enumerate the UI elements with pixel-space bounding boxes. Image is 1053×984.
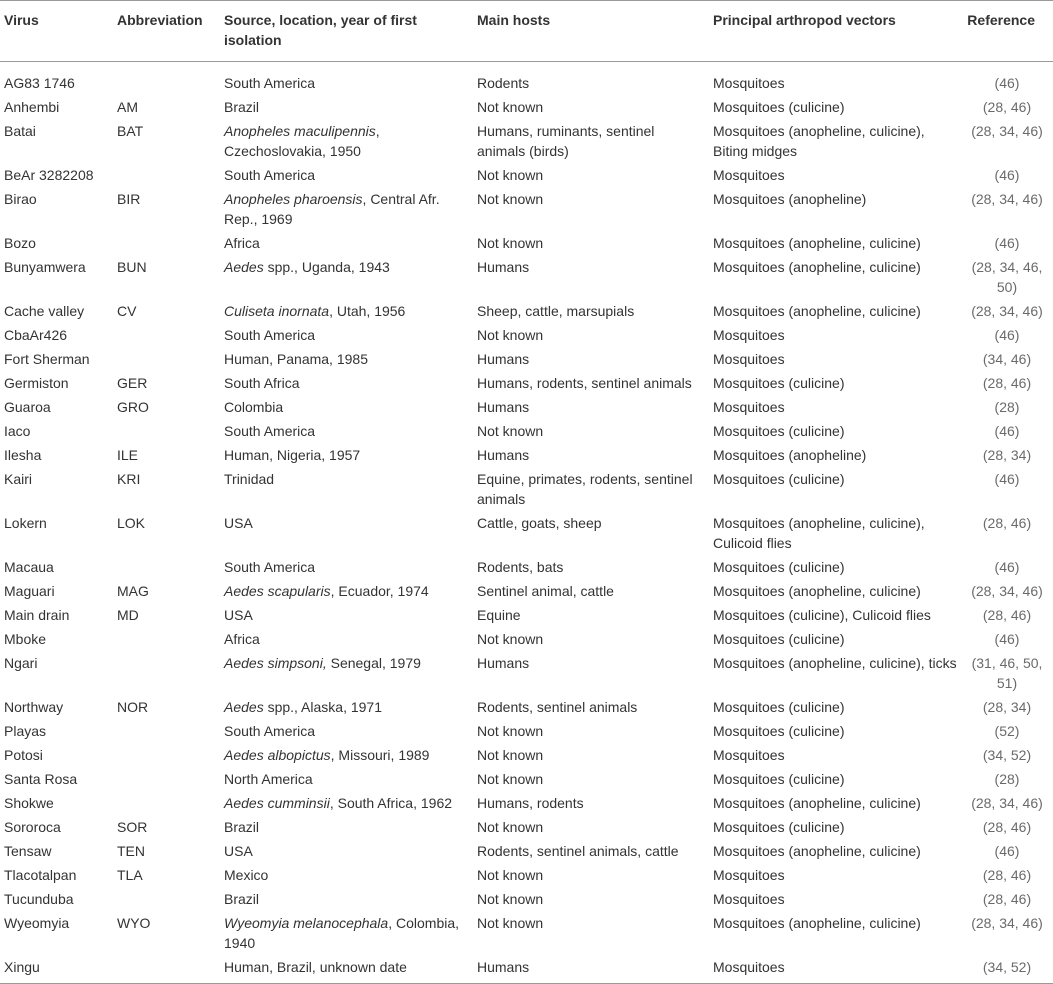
table-row (0, 627, 1053, 651)
cell-reference: (46) (994, 631, 1020, 647)
cell-virus: Ngari (4, 655, 38, 671)
source-text: , Utah, 1956 (329, 303, 406, 319)
source-text: , Czechoslovakia, 1950 (224, 123, 380, 159)
header-abbreviation: Abbreviation (113, 1, 220, 62)
cell-reference: (34, 52) (961, 955, 1053, 984)
source-text: Colombia (224, 399, 284, 415)
cell-reference: (46) (994, 559, 1020, 575)
cell-virus: Cache valley (4, 303, 85, 319)
cell-vectors: Mosquitoes (713, 351, 785, 367)
cell-reference: (52) (994, 723, 1020, 739)
table-row (0, 395, 1053, 419)
cell-source (220, 955, 473, 984)
cell-reference: (28) (994, 399, 1020, 415)
cell-virus: Xingu (0, 955, 113, 984)
cell-hosts: Equine (477, 607, 521, 623)
cell-abbreviation: GER (117, 375, 148, 391)
cell-vectors: Mosquitoes (anopheline, culicine) (713, 843, 921, 859)
cell-hosts: Not known (477, 771, 544, 787)
cell-reference: (46) (994, 235, 1020, 251)
cell-reference: (28, 46) (982, 891, 1032, 907)
source-text: , South Africa, 1962 (329, 795, 453, 811)
table-row (0, 187, 1053, 231)
cell-source (220, 579, 473, 603)
table-row (0, 767, 1053, 791)
cell-hosts: Rodents (477, 75, 530, 91)
cell-reference: (28, 34, 46) (971, 191, 1043, 207)
cell-vectors: Mosquitoes (anopheline, culicine) (713, 583, 921, 599)
cell-source (220, 419, 473, 443)
source-text: South America (224, 327, 316, 343)
source-text: , Missouri, 1989 (330, 747, 430, 763)
cell-vectors: Mosquitoes (anopheline, culicine), ticks (713, 655, 957, 671)
cell-virus: Lokern (4, 515, 47, 531)
cell-hosts: Humans (477, 259, 530, 275)
source-text: South America (224, 167, 316, 183)
cell-source (220, 815, 473, 839)
table-row (0, 815, 1053, 839)
cell-hosts: Not known (477, 891, 544, 907)
table-row (0, 887, 1053, 911)
table-body (0, 62, 1053, 984)
cell-vectors: Mosquitoes (culicine) (713, 723, 845, 739)
table-row (0, 467, 1053, 511)
cell-vectors: Mosquitoes (culicine) (713, 99, 845, 115)
cell-virus: Tucunduba (4, 891, 74, 907)
cell-hosts: Not known (477, 723, 544, 739)
table-row (0, 95, 1053, 119)
cell-hosts: Equine, primates, rodents, sentinel animals (477, 471, 693, 507)
header-hosts: Main hosts (473, 1, 709, 62)
table-row (0, 651, 1053, 695)
source-text: North America (224, 771, 313, 787)
cell-abbreviation: MAG (117, 583, 149, 599)
source-text: Brazil (224, 819, 260, 835)
cell-vectors: Mosquitoes (709, 955, 961, 984)
cell-vectors: Mosquitoes (culicine) (713, 375, 845, 391)
source-species: Aedes (224, 699, 264, 715)
cell-vectors: Mosquitoes (anopheline, culicine) (713, 235, 921, 251)
cell-abbreviation: WYO (117, 915, 151, 931)
table-row (0, 255, 1053, 299)
source-text: Brazil (224, 99, 260, 115)
cell-hosts: Humans (473, 955, 709, 984)
cell-abbreviation (113, 651, 220, 695)
table-row (0, 955, 1053, 984)
cell-virus: Bunyamwera (4, 259, 86, 275)
cell-abbreviation: TLA (117, 867, 143, 883)
source-text: spp., Alaska, 1971 (263, 699, 383, 715)
cell-vectors: Mosquitoes (culicine) (713, 559, 845, 575)
cell-reference: (28, 46) (982, 375, 1032, 391)
cell-abbreviation (113, 419, 220, 443)
cell-reference: (28, 46) (982, 607, 1032, 623)
cell-hosts: Cattle, goats, sheep (477, 515, 602, 531)
cell-reference: (28, 34, 46) (971, 123, 1043, 139)
cell-source (220, 887, 473, 911)
cell-vectors: Mosquitoes (713, 891, 785, 907)
header-virus: Virus (0, 1, 113, 62)
cell-hosts: Not known (477, 819, 544, 835)
source-text: spp., Uganda, 1943 (263, 259, 390, 275)
source-species: Anopheles pharoensis (224, 191, 363, 207)
cell-virus: Maguari (4, 583, 55, 599)
cell-virus: Mboke (4, 631, 47, 647)
cell-source (220, 555, 473, 579)
cell-source (220, 719, 473, 743)
cell-virus: Sororoca (4, 819, 61, 835)
cell-reference: (28, 34, 46) (971, 583, 1043, 599)
cell-reference: (34, 46) (982, 351, 1032, 367)
cell-vectors: Mosquitoes (culicine) (713, 471, 845, 487)
cell-vectors: Mosquitoes (culicine) (713, 819, 845, 835)
header-vectors: Principal arthropod vectors (709, 1, 961, 62)
source-text: Africa (224, 235, 260, 251)
cell-source (220, 743, 473, 767)
cell-source (220, 791, 473, 815)
cell-virus: Macaua (4, 559, 54, 575)
cell-vectors: Mosquitoes (anopheline) (713, 191, 867, 207)
cell-abbreviation (113, 719, 220, 743)
cell-abbreviation (113, 955, 220, 984)
cell-virus: Bozo (4, 235, 36, 251)
cell-source (220, 255, 473, 299)
cell-hosts: Humans, rodents, sentinel animals (477, 375, 692, 391)
cell-virus: Tlacotalpan (4, 867, 77, 883)
cell-source (220, 839, 473, 863)
cell-source (220, 511, 473, 555)
source-text: South America (224, 75, 316, 91)
cell-vectors: Mosquitoes (anopheline, culicine) (713, 795, 921, 811)
cell-vectors: Mosquitoes (713, 75, 785, 91)
cell-virus: Wyeomyia (4, 915, 70, 931)
cell-hosts: Not known (477, 747, 544, 763)
source-text: Africa (224, 631, 260, 647)
cell-hosts: Rodents, sentinel animals, cattle (477, 843, 679, 859)
cell-virus: Santa Rosa (4, 771, 78, 787)
source-species: Anopheles maculipennis (224, 123, 376, 139)
cell-abbreviation (113, 347, 220, 371)
cell-virus: CbaAr426 (4, 327, 68, 343)
source-text: South America (224, 559, 316, 575)
cell-hosts: Humans (477, 399, 530, 415)
cell-abbreviation: LOK (117, 515, 146, 531)
cell-abbreviation: KRI (117, 471, 141, 487)
cell-vectors: Mosquitoes (anopheline, culicine), Biting midges (713, 123, 925, 159)
source-species: Culiseta inornata (224, 303, 330, 319)
cell-virus: Iaco (4, 423, 31, 439)
cell-hosts: Sheep, cattle, marsupials (477, 303, 635, 319)
cell-virus: Ilesha (4, 447, 42, 463)
cell-virus: Anhembi (4, 99, 60, 115)
source-text: Trinidad (224, 471, 275, 487)
cell-abbreviation (113, 743, 220, 767)
cell-hosts: Humans, ruminants, sentinel animals (birds) (477, 123, 655, 159)
cell-vectors: Mosquitoes (anopheline, culicine) (713, 259, 921, 275)
cell-hosts: Humans (477, 655, 530, 671)
cell-virus: Guaroa (4, 399, 51, 415)
cell-abbreviation (113, 231, 220, 255)
table-row (0, 719, 1053, 743)
table-header (0, 1, 1053, 62)
cell-reference: (34, 52) (982, 747, 1032, 763)
cell-virus: Main drain (4, 607, 70, 623)
table-row (0, 299, 1053, 323)
cell-reference: (28, 34) (982, 447, 1032, 463)
cell-source (220, 767, 473, 791)
cell-reference: (46) (994, 167, 1020, 183)
cell-hosts: Rodents, bats (477, 559, 564, 575)
cell-source (220, 95, 473, 119)
cell-reference: (28, 46) (982, 99, 1032, 115)
cell-virus: Fort Sherman (4, 351, 90, 367)
cell-abbreviation (113, 767, 220, 791)
cell-abbreviation (113, 323, 220, 347)
source-species: Aedes simpsoni, (224, 655, 327, 671)
source-text: USA (224, 515, 253, 531)
source-text: Human, Brazil, unknown date (224, 959, 407, 975)
cell-source (220, 347, 473, 371)
table-row (0, 62, 1053, 96)
cell-vectors: Mosquitoes (anopheline, culicine) (713, 915, 921, 931)
cell-virus: Batai (4, 123, 36, 139)
source-species: Aedes cumminsii (224, 795, 330, 811)
source-text: USA (224, 843, 253, 859)
cell-virus: BeAr 3282208 (4, 167, 94, 183)
cell-abbreviation: SOR (117, 819, 148, 835)
cell-abbreviation: TEN (117, 843, 145, 859)
cell-virus: Kairi (4, 471, 33, 487)
cell-reference: (46) (994, 843, 1020, 859)
source-text: Senegal, 1979 (326, 655, 421, 671)
cell-hosts: Not known (477, 423, 544, 439)
cell-source (220, 323, 473, 347)
cell-vectors: Mosquitoes (713, 167, 785, 183)
cell-source (220, 603, 473, 627)
source-text: Human, Panama, 1985 (224, 351, 368, 367)
cell-reference: (46) (994, 75, 1020, 91)
cell-virus: AG83 1746 (4, 75, 75, 91)
cell-abbreviation: NOR (117, 699, 149, 715)
cell-vectors: Mosquitoes (anopheline, culicine), Culicoid flies (713, 515, 925, 551)
cell-source (220, 863, 473, 887)
table-row (0, 863, 1053, 887)
cell-source (220, 299, 473, 323)
cell-vectors: Mosquitoes (anopheline, culicine) (713, 303, 921, 319)
table-row (0, 231, 1053, 255)
cell-abbreviation (113, 163, 220, 187)
cell-virus: Northway (4, 699, 64, 715)
cell-hosts: Not known (477, 235, 544, 251)
cell-abbreviation: AM (117, 99, 138, 115)
source-species: Aedes scapularis (224, 583, 331, 599)
cell-reference: (28, 46) (982, 867, 1032, 883)
cell-reference: (28, 46) (982, 819, 1032, 835)
cell-reference: (28, 34) (982, 699, 1032, 715)
cell-abbreviation (113, 627, 220, 651)
source-text: Human, Nigeria, 1957 (224, 447, 361, 463)
cell-abbreviation: ILE (117, 447, 139, 463)
table-row (0, 579, 1053, 603)
table-row (0, 555, 1053, 579)
cell-hosts: Not known (477, 99, 544, 115)
table-row (0, 443, 1053, 467)
cell-reference: (28, 34, 46) (971, 303, 1043, 319)
cell-hosts: Humans, rodents (477, 795, 584, 811)
cell-vectors: Mosquitoes (anopheline) (713, 447, 867, 463)
source-text: , Colombia, 1940 (224, 915, 460, 951)
cell-hosts: Humans (477, 351, 530, 367)
cell-vectors: Mosquitoes (713, 327, 785, 343)
table-row (0, 743, 1053, 767)
cell-hosts: Rodents, sentinel animals (477, 699, 638, 715)
source-species: Wyeomyia melanocephala (224, 915, 389, 931)
cell-source (220, 371, 473, 395)
table-row (0, 371, 1053, 395)
source-text: South America (224, 423, 316, 439)
source-text: Brazil (224, 891, 260, 907)
cell-virus: Birao (4, 191, 37, 207)
cell-source (220, 695, 473, 719)
cell-source (220, 231, 473, 255)
cell-reference: (46) (994, 471, 1020, 487)
source-text: South Africa (224, 375, 300, 391)
table-row (0, 839, 1053, 863)
cell-abbreviation: MD (117, 607, 139, 623)
cell-hosts: Not known (477, 915, 544, 931)
cell-virus: Shokwe (4, 795, 54, 811)
cell-reference: (28, 34, 46, 50) (971, 259, 1043, 295)
cell-virus: Playas (4, 723, 47, 739)
header-source: Source, location, year of first isolation (220, 1, 473, 62)
cell-abbreviation: CV (117, 303, 137, 319)
cell-reference: (28, 34, 46) (971, 795, 1043, 811)
cell-abbreviation (113, 62, 220, 96)
cell-abbreviation: BUN (117, 259, 147, 275)
table-row (0, 119, 1053, 163)
cell-vectors: Mosquitoes (713, 747, 785, 763)
cell-vectors: Mosquitoes (culicine) (713, 699, 845, 715)
cell-vectors: Mosquitoes (culicine) (713, 631, 845, 647)
source-text: USA (224, 607, 253, 623)
cell-hosts: Not known (477, 867, 544, 883)
cell-hosts: Not known (477, 167, 544, 183)
source-species: Aedes (224, 259, 264, 275)
cell-source (220, 119, 473, 163)
cell-hosts: Not known (477, 191, 544, 207)
cell-virus: Tensaw (4, 843, 52, 859)
cell-abbreviation: BAT (117, 123, 144, 139)
cell-source (220, 651, 473, 695)
source-text: , Ecuador, 1974 (330, 583, 429, 599)
cell-source (220, 62, 473, 96)
cell-reference: (28, 46) (982, 515, 1032, 531)
cell-abbreviation (113, 555, 220, 579)
cell-hosts: Sentinel animal, cattle (477, 583, 614, 599)
cell-vectors: Mosquitoes (713, 399, 785, 415)
cell-source (220, 395, 473, 419)
cell-source (220, 627, 473, 651)
cell-abbreviation (113, 887, 220, 911)
table-row (0, 791, 1053, 815)
table-row (0, 511, 1053, 555)
cell-vectors: Mosquitoes (culicine) (713, 423, 845, 439)
cell-virus: Germiston (4, 375, 69, 391)
cell-source (220, 163, 473, 187)
source-text: Mexico (224, 867, 269, 883)
source-text: , Central Afr. Rep., 1969 (224, 191, 440, 227)
cell-reference: (28) (994, 771, 1020, 787)
cell-reference: (31, 46, 50, 51) (971, 655, 1043, 691)
cell-abbreviation: BIR (117, 191, 141, 207)
source-text: South America (224, 723, 316, 739)
cell-hosts: Humans (477, 447, 530, 463)
table-row (0, 603, 1053, 627)
cell-source (220, 187, 473, 231)
table-row (0, 347, 1053, 371)
table-row (0, 911, 1053, 955)
cell-reference: (46) (994, 327, 1020, 343)
table-row (0, 323, 1053, 347)
cell-virus: Potosi (4, 747, 43, 763)
table-row (0, 695, 1053, 719)
header-reference: Reference (961, 1, 1053, 62)
cell-abbreviation: GRO (117, 399, 149, 415)
cell-vectors: Mosquitoes (culicine) (713, 771, 845, 787)
cell-vectors: Mosquitoes (culicine), Culicoid flies (713, 607, 931, 623)
cell-source (220, 467, 473, 511)
cell-reference: (46) (994, 423, 1020, 439)
cell-hosts: Not known (477, 327, 544, 343)
table-row (0, 419, 1053, 443)
cell-source (220, 911, 473, 955)
header-row (0, 1, 1053, 62)
table-row (0, 163, 1053, 187)
source-species: Aedes albopictus (224, 747, 331, 763)
cell-vectors: Mosquitoes (713, 867, 785, 883)
cell-hosts: Not known (477, 631, 544, 647)
cell-abbreviation (113, 791, 220, 815)
cell-source (220, 443, 473, 467)
cell-reference: (28, 34, 46) (971, 915, 1043, 931)
